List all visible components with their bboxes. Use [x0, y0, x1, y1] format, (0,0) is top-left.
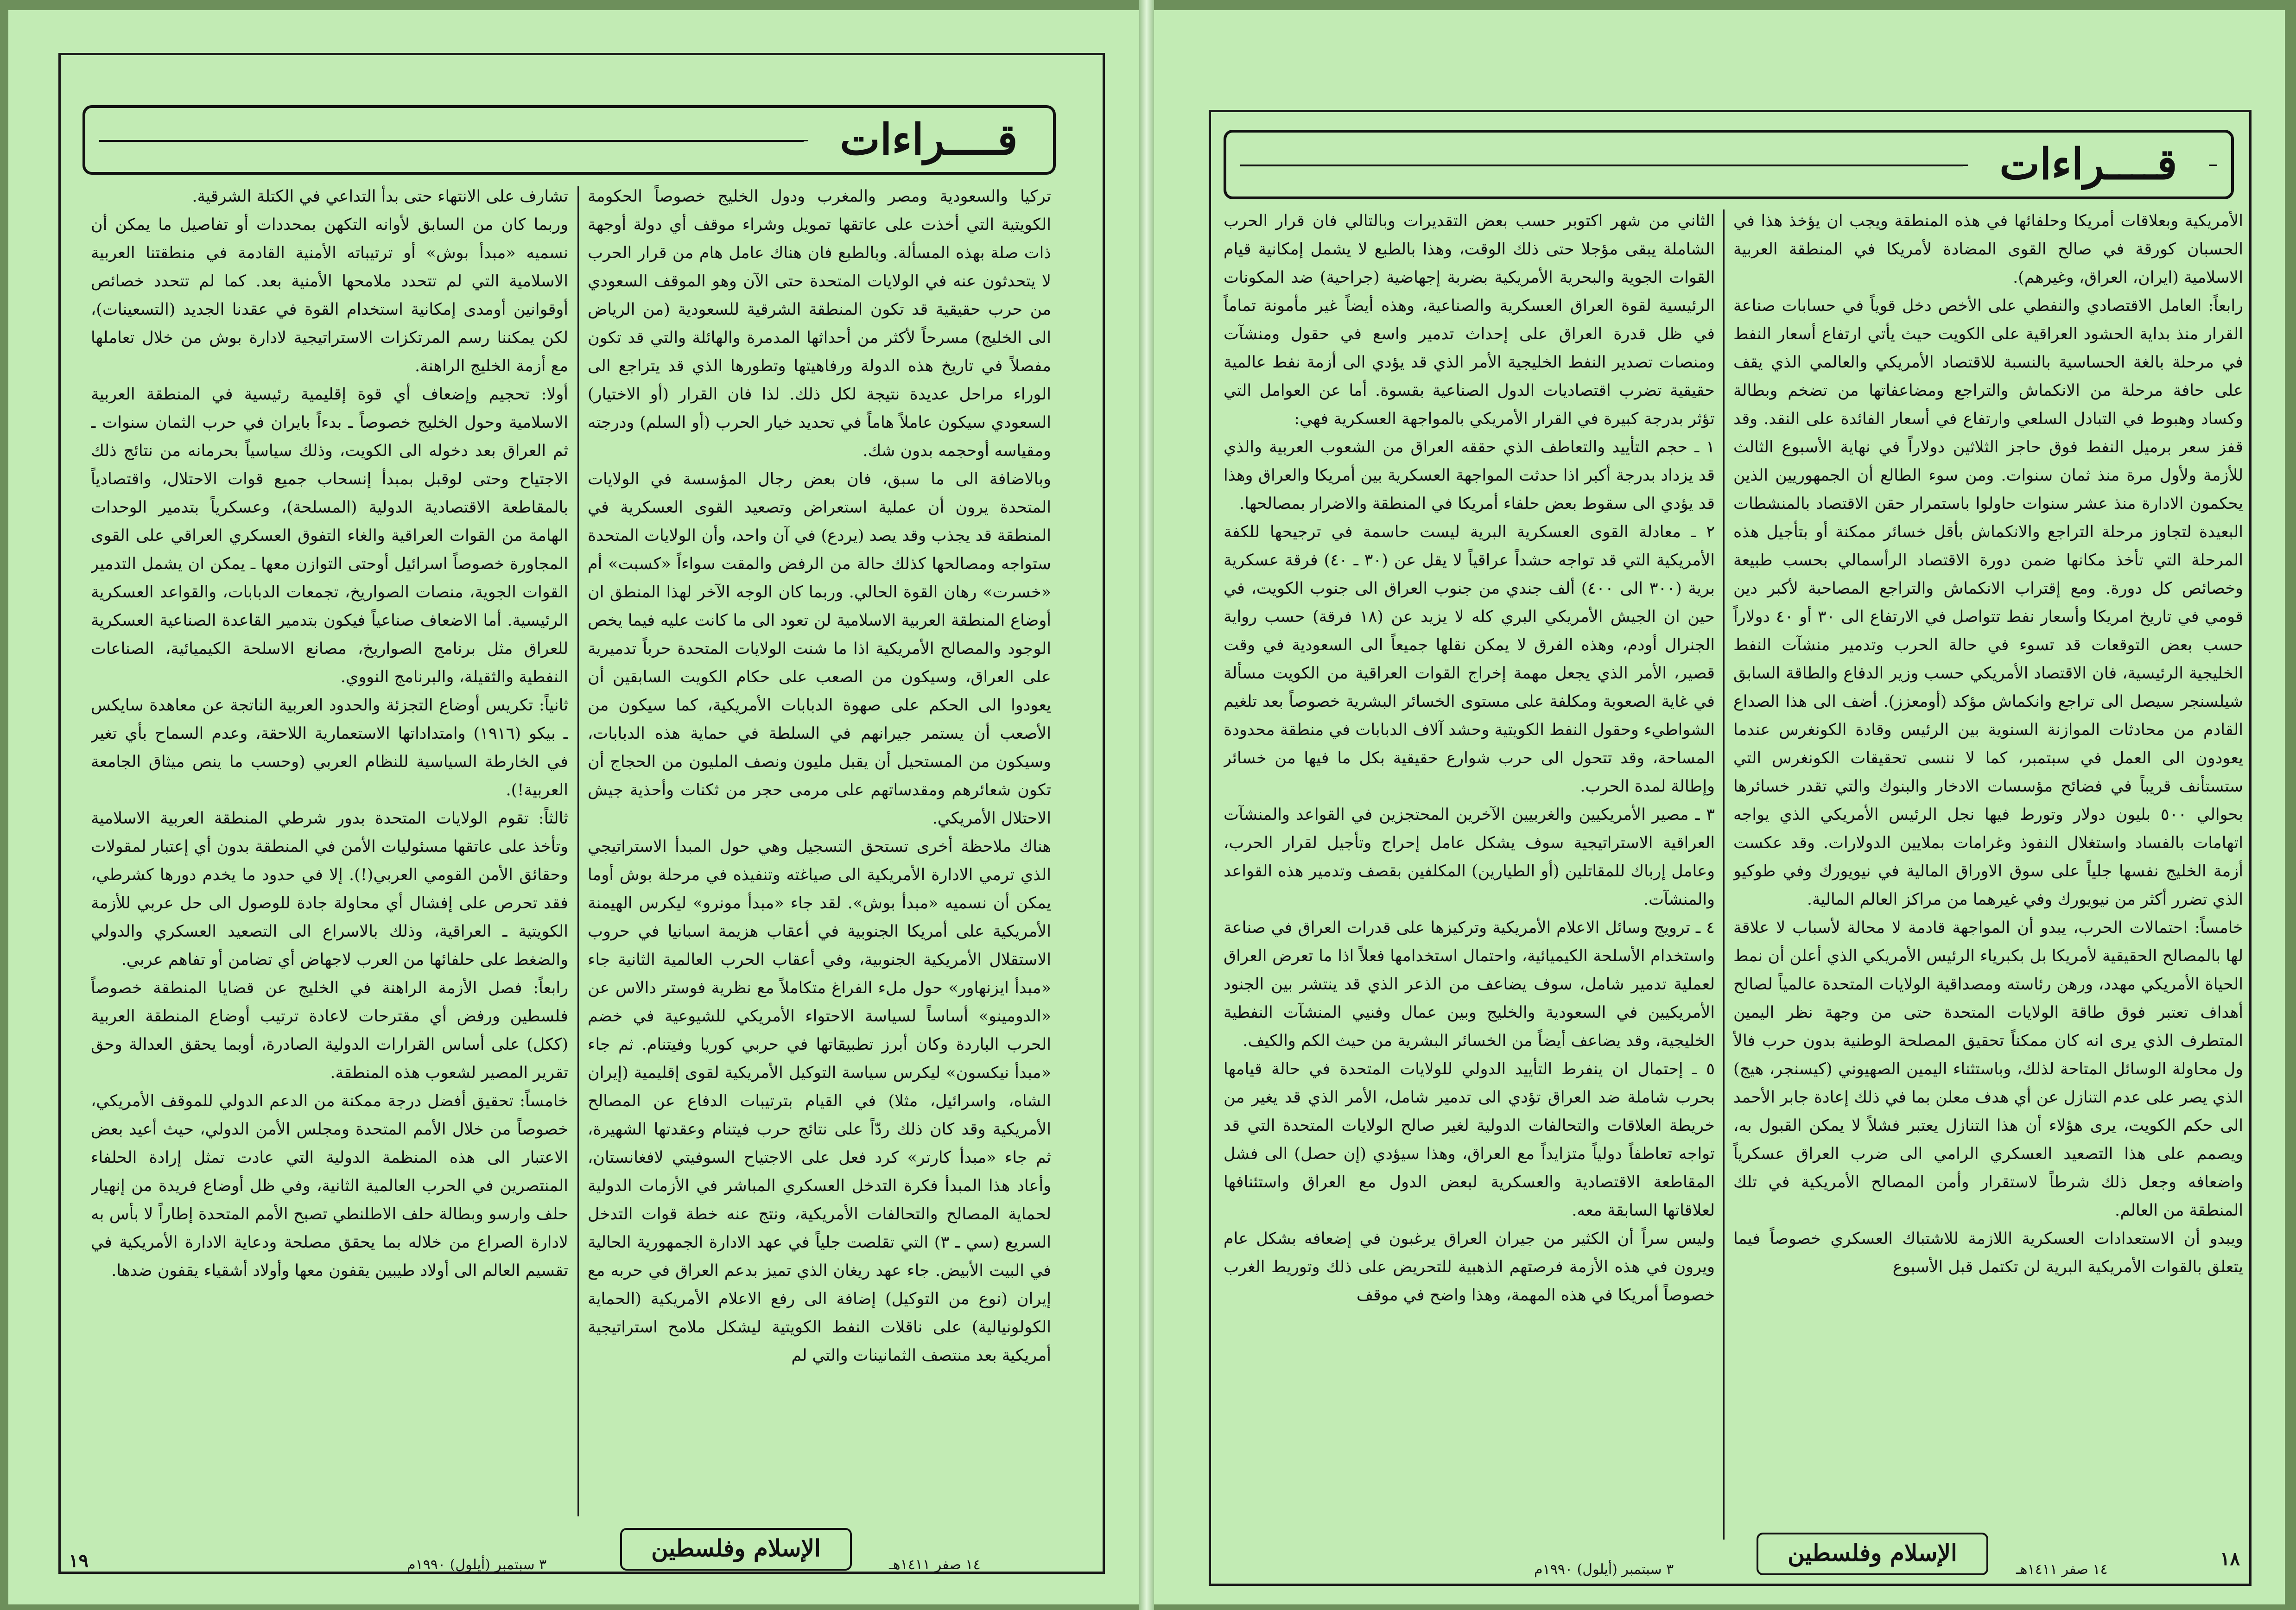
article-paragraph: خامساً: احتمالات الحرب، يبدو أن المواجهة قادمة لا محالة لأسباب لا علاقة لها بالمصالح الحقيقية لأمريكا بل بكبرياء الرئيس الأمريكي الذي أعلن أن نمط الحياة الأمريكي مهدد، ورهن رئاسته ومصداقية الولايات المتحدة عالمياً لصالح أهداف تعتبر فوق طاقة الولايات المتحدة حتى من وجهة نظر اليمين المتطرف الذي يرى انه كان ممكناً تحقيق المصلحة الوطنية بدون حرب فالأ ول محاولة الوسائل المتاحة لذلك، وباستثناء اليمين الصهيوني (كيسنجر، هيج) الذي يصر على عدم التنازل عن أي هدف معلن بما في ذلك إعادة جابر الأحمد الى حكم الكويت، يرى هؤلاء أن هذا التنازل يعتبر فشلاً لا يمكن القبول به، ويصمم على هذا التصعيد العسكري الرامي الى ضرب العراق عسكرياً واضعافه وجعل ذلك شرطاً لاستقرار وأمن المصالح الأمريكية في تلك المنطقة من العالم.	[1733, 919, 2243, 1220]
article-paragraph: أولا: تحجيم وإضعاف أي قوة إقليمية رئيسية في المنطقة العربية الاسلامية وحول الخليج خصوصاً ـ بدءاً بايران في حرب الثمان سنوات ـ ثم العراق بعد دخوله الى الكويت، وذلك سياسياً بحرمانه من نتائج ذلك الاجتياح وحتى لوقبل بمبدأ إنسحاب جميع قوات الاحتلال، واقتصادياً بالمقاطعة الاقتصادية الدولية (المسلحة)، وعسكرياً بتدمير الوحدات الهامة من القوات العراقية والغاء التفوق العسكري العراقي على القوى المجاورة خصوصاً اسرائيل أوحتى التوازن معها ـ يمكن ان يشمل التدمير القوات الجوية، منصات الصواريخ، تجمعات الدبابات، والقواعد العسكرية الرئيسية. أما الاضعاف صناعياً فيكون بتدمير القاعدة الصناعية العسكرية للعراق مثل برنامج الصواريخ، مصانع الاسلحة الكيميائية، الصناعات النفطية والثقيلة، والبرنامج النووي.	[91, 385, 568, 686]
article-paragraph: خامساً: تحقيق أفضل درجة ممكنة من الدعم الدولي للموقف الأمريكي، خصوصاً من خلال الأمم المتحدة ومجلس الأمن الدولي، حيث أعيد بعض الاعتبار الى هذه المنظمة الدولية التي عادت تمثل إرادة الحلفاء المنتصرين في الحرب العالمية الثانية، وفي ظل أوضاع فريدة من إنهيار حلف وارسو وبطالة حلف الاطلنطي تصبح الأمم المتحدة إطاراً لا بأس به لادارة الصراع من خلاله بما يحقق مصلحة ودعاية الادارة الأمريكية في تقسيم العالم الى أولاد طيبين يقفون معها وأولاد أشقياء يقفون ضدها.	[91, 1092, 568, 1280]
article-column-right	[588, 183, 1051, 1517]
section-header	[82, 105, 1056, 175]
book-spine	[1139, 0, 1154, 1610]
hijri-date: ١٤ صفر ١٤١١هـ	[2016, 1561, 2108, 1578]
magazine-name: الإسلام وفلسطين	[620, 1528, 852, 1571]
page-number: ١٩	[69, 1550, 89, 1572]
gregorian-date: ٣ سبتمبر (أيلول) ١٩٩٠م	[407, 1557, 547, 1573]
article-paragraph: وليس سراً أن الكثير من جيران العراق يرغبون في إضعافه بشكل عام ويرون في هذه الأزمة فرصتهم الذهبية للتحريض على ذلك وتوريط الغرب خصوصاً أمريكا في هذه المهمة، وهذا واضح في موقف	[1224, 1230, 1715, 1305]
article-paragraph: تشارف على الانتهاء حتى بدأ التداعي في الكتلة الشرقية.	[192, 187, 568, 206]
hijri-date: ١٤ صفر ١٤١١هـ	[889, 1557, 981, 1573]
section-title: قــــراءات	[808, 112, 1049, 167]
article-paragraph: رابعاً: فصل الأزمة الراهنة في الخليج عن قضايا المنطقة خصوصاً فلسطين ورفض أي مقترحات لاعادة ترتيب أوضاع المنطقة العربية (ككل) على أساس القرارات الدولية الصادرة، أوبما يحقق العدالة وحق تقرير المصير لشعوب هذه المنطقة.	[91, 979, 568, 1082]
article-paragraph: هناك ملاحظة أخرى تستحق التسجيل وهي حول المبدأ الاستراتيجي الذي ترمي الادارة الأمريكية الى صياغته وتنفيذه في مرحلة بوش أوما يمكن أن نسميه «مبدأ بوش». لقد جاء «مبدأ مونرو» ليكرس الهيمنة الأمريكية على أمريكا الجنوبية في أعقاب هزيمة اسبانيا في حروب الاستقلال الأمريكية الجنوبية، وفي أعقاب الحرب العالمية الثانية جاء «مبدأ ايزنهاور» حول ملء الفراغ متكاملاً مع نظرية فوستر دالاس عن «الدومينو» أساساً لسياسة الاحتواء الأمريكي للشيوعية في خضم الحرب الباردة وكان أبرز تطبيقاتها في حربي كوريا وفيتنام. ثم جاء «مبدأ نيكسون» ليكرس سياسة التوكيل الأمريكية لقوى إقليمية (إيران الشاه، واسرائيل، مثلا) في القيام بترتيبات الدفاع عن المصالح الأمريكية وقد كان ذلك ردّاً على نتائج حرب فيتنام وعقدتها الشهيرة، ثم جاء «مبدأ كارتر» كرد فعل على الاجتياح السوفيتي لافغانستان، وأعاد هذا المبدأ فكرة التدخل العسكري المباشر في الأزمات الدولية لحماية المصالح والتحالفات الأمريكية، ونتج عنه خطة قوات التدخل السريع (سي ـ ٣) التي تقلصت جلياً في عهد الادارة الجمهورية الحالية في البيت الأبيض. جاء عهد ريغان الذي تميز بدعم العراق في حربه مع إيران (نوع من التوكيل) إضافة الى رفع الاعلام الأمريكية (الحماية الكولونيالية) على ناقلات النفط الكويتية ليشكل ملامح استراتيجية أمريكية بعد منتصف الثمانينات والتي لم	[588, 837, 1051, 1365]
page-19	[8, 10, 1139, 1604]
column-divider	[1723, 209, 1725, 1540]
article-paragraph: ويبدو أن الاستعدادات العسكرية اللازمة للاشتباك العسكري خصوصاً فيما يتعلق بالقوات الأمريكية البرية لن تكتمل قبل الأسبوع	[1733, 1230, 2243, 1276]
header-rule	[1240, 165, 1963, 166]
page-number: ١٨	[2220, 1548, 2240, 1570]
article-paragraph: ثانياً: تكريس أوضاع التجزئة والحدود العربية الناتجة عن معاهدة سايكس ـ بيكو (١٩١٦) وامتداداتها الاستعمارية اللاحقة، وعدم السماح بأي تغير في الخارطة السياسية للنظام العربي (وحسب ما ينص ميثاق الجامعة العربية!).	[91, 696, 568, 799]
magazine-name: الإسلام وفلسطين	[1757, 1533, 1988, 1575]
article-paragraph: وبالاضافة الى ما سبق، فان بعض رجال المؤسسة في الولايات المتحدة يرون أن عملية استعراض وتصعيد القوى العسكرية في المنطقة قد يجذب وقد يصد (يردع) في آن واحد، وأن الولايات المتحدة ستواجه ومصالحها كذلك حالة من الرفض والمقت سواءاً «كسبت» أم «خسرت» رهان القوة الحالي. وربما كان الوجه الآخر لهذا المنطق ان أوضاع المنطقة العربية الاسلامية لن تعود الى ما كانت عليه فيما يخص الوجود والمصالح الأمريكية اذا ما شنت الولايات المتحدة حرباً تدميرية على العراق، وسيكون من الصعب على حكام الكويت السابقين أن يعودوا الى الحكم على صهوة الدبابات الأمريكية، كما سيكون من الأصعب أن يستمر جيرانهم في السلطة في حماية هذه الدبابات، وسيكون من المستحيل أن يقبل مليون ونصف المليون من الحجاج أن تكون شعائرهم ومقدساتهم على مرمى حجر من ثكنات وأحذية جيش الاحتلال الأمريكي.	[588, 470, 1051, 828]
article-paragraph: الأمريكية وبعلاقات أمريكا وحلفائها في هذه المنطقة ويجب ان يؤخذ هذا في الحسبان كورقة في صالح القوى المضادة لأمريكا في المنطقة العربية الاسلامية (ايران، العراق، وغيرهم).	[1733, 212, 2243, 287]
section-header	[1224, 130, 2234, 199]
article-column-left	[91, 183, 568, 1517]
header-rule	[99, 140, 804, 142]
article-paragraph: وربما كان من السابق لأوانه التكهن بمحددات أو تفاصيل ما يمكن أن نسميه «مبدأ بوش» أو ترتيباته الأمنية القادمة في منطقتنا العربية الاسلامية التي لم تتحدد ملامحها الأمنية بعد. كما لم تتحدد خصائص أوقوانين أومدى إمكانية استخدام القوة في عقدنا الجديد (التسعينات)، لكن يمكننا رسم المرتكزات الاستراتيجية لادارة بوش من خلال تعاملها مع أزمة الخليج الراهنة.	[91, 216, 568, 375]
article-paragraph: ثالثاً: تقوم الولايات المتحدة بدور شرطي المنطقة العربية الاسلامية وتأخذ على عاتقها مسئوليات الأمن في المنطقة بدون أي إعتبار لمقولات وحقائق الأمن القومي العربي(!). إلا في حدود ما يخدم دورها كشرطي، فقد تحرص على إفشال أي محاولة جادة للوصول الى حل عربي للأزمة الكويتية ـ العراقية، وذلك بالاسراع الى التصعيد العسكري والدولي والضغط على حلفائها من العرب لاجهاض أي تضامن أو تفاهم عربي.	[91, 809, 568, 969]
article-paragraph: تركيا والسعودية ومصر والمغرب ودول الخليج خصوصاً الحكومة الكويتية التي أخذت على عاتقها تمويل وشراء موقف أي دولة أوجهة ذات صلة بهذه المسألة. وبالطبع فان هناك عامل هام من قرار الحرب لا يتحدثون عنه في الولايات المتحدة حتى الآن وهو الموقف السعودي من حرب حقيقية قد تكون المنطقة الشرقية للسعودية (من الرياض الى الخليج) مسرحاً لأكثر من أحداثها المدمرة والهائلة والتي قد تكون مفصلاً في تاريخ هذه الدولة ورفاهيتها وتطورها الذي قد يتراجع الى الوراء مراحل عديدة نتيجة لكل ذلك. لذا فان القرار (أو الاختيار) السعودي سيكون عاملاً هاماً في تحديد خيار الحرب (أو السلم) ودرجته ومقياسه أوحجمه بدون شك.	[588, 187, 1051, 460]
article-column-right	[1733, 207, 2243, 1542]
gregorian-date: ٣ سبتمبر (أيلول) ١٩٩٠م	[1534, 1561, 1674, 1578]
article-paragraph: الثاني من شهر اكتوبر حسب بعض التقديرات وبالتالي فان قرار الحرب الشاملة يبقى مؤجلا حتى ذلك الوقت، وهذا بالطبع لا يشمل إمكانية قيام القوات الجوية والبحرية الأمريكية بضربة إجهاضية (جراحية) ضد المكونات الرئيسية لقوة العراق العسكرية والصناعية، وهذه أيضاً غير مأمونة تماماً في ظل قدرة العراق على إحداث تدمير واسع في حقول ومنشآت ومنصات تصدير النفط الخليجية الأمر الذي قد يؤدي الى أزمة نفط عالمية حقيقية تضرب اقتصاديات الدول الصناعية بقسوة. أما عن العوامل التي تؤثر بدرجة كبيرة في القرار الأمريكي بالمواجهة العسكرية فهي:	[1224, 212, 1715, 428]
article-column-left	[1224, 207, 1715, 1542]
section-title: قــــراءات	[1968, 136, 2209, 192]
page-18	[1154, 10, 2285, 1604]
article-paragraph: ٢ ـ معادلة القوى العسكرية البرية ليست حاسمة في ترجيحها للكفة الأمريكية التي قد تواجه حشداً عراقياً لا يقل عن (٣٠ ـ ٤٠) فرقة عسكرية برية (٣٠٠ الى ٤٠٠) ألف جندي من جنوب العراق الى جنوب الكويت، في حين ان الجيش الأمريكي البري كله لا يزيد عن (١٨ فرقة) حسب رواية الجنرال أودم، وهذه الفرق لا يمكن نقلها جميعاً الى السعودية في وقت قصير، الأمر الذي يجعل مهمة إخراج القوات العراقية من الكويت مسألة في غاية الصعوبة ومكلفة على مستوى الخسائر البشرية خصوصاً بعد تلغيم الشواطيء وحقول النفط الكويتية وحشد آلاف الدبابات في منطقة محدودة المساحة، وقد تتحول الى حرب شوارع حقيقية بكل ما فيها من خسائر وإطالة لمدة الحرب.	[1224, 523, 1715, 796]
article-paragraph: رابعاً: العامل الاقتصادي والنفطي على الأخص دخل قوياً في حسابات صناعة القرار منذ بداية الحشود العراقية على الكويت حيث يأتي ارتفاع أسعار النفط في مرحلة بالغة الحساسية بالنسبة للاقتصاد الأمريكي والعالمي الذي يقف على حافة مرحلة من الانكماش والتراجع ومضاعفاتها من تضخم وبطالة وكساد وهبوط في التبادل السلعي وارتفاع في أسعار الفائدة على النقد. وقد قفز سعر برميل النفط فوق حاجز الثلاثين دولاراً في نهاية الأسبوع الثالث للأزمة ولأول مرة منذ ثمان سنوات. ومن سوء الطالع أن الجمهوريين الذين يحكمون الادارة منذ عشر سنوات حاولوا باستمرار حقن الاقتصاد بالمنشطات البعيدة لتجاوز مرحلة التراجع والانكماش بأقل خسائر ممكنة أو بتأجيل هذه المرحلة التي تأخذ مكانها ضمن دورة الاقتصاد الرأسمالي بحسب طبيعة وخصائص كل دورة. ومع إقتراب الانكماش والتراجع المصاحبة لأكبر دين قومي في تاريخ امريكا وأسعار نفط تتواصل في الارتفاع الى ٣٠ أو ٤٠ دولاراً حسب بعض التوقعات قد تسوء في حالة الحرب وتدمير منشآت النفط الخليجية الرئيسية، فان الاقتصاد الأمريكي حسب وزير الدفاع والطاقة السابق شيلسنجر سيصل الى تراجع وانكماش مؤكد (أومعزز). أضف الى هذا الصداع القادم من محادثات الموازنة السنوية بين الرئيس وقادة الكونغرس عندما يعودون الى العمل في سبتمبر، كما لا ننسى تحقيقات الكونغرس التي ستستأنف قريباً في فضائح مؤسسات الادخار والبنوك والتي تقدر خسائرها بحوالي ٥٠٠ بليون دولار وتورط فيها نجل الرئيس الأمريكي الذي يواجه اتهامات بالفساد واستغلال النفوذ وغرامات بملايين الدولارات. وقد عكست أزمة الخليج نفسها جلياً على سوق الاوراق المالية في نيويورك وفي طوكيو الذي تضرر أكثر من نيويورك وفي غيرهما من مراكز العالم المالية.	[1733, 297, 2243, 909]
column-divider	[577, 186, 579, 1516]
article-paragraph: ٥ ـ إحتمال ان ينفرط التأييد الدولي للولايات المتحدة في حالة قيامها بحرب شاملة ضد العراق تؤدي الى تدمير شامل، الأمر الذي قد يغير من خريطة العلاقات والتحالفات الدولية لغير صالح الولايات المتحدة التي قد تواجه تعاطفاً دولياً متزايداً مع العراق، وهذا سيؤدي (إن حصل) الى فشل المقاطعة الاقتصادية والعسكرية لبعض الدول مع العراق واستئنافها لعلاقاتها السابقة معه.	[1224, 1060, 1715, 1220]
article-paragraph: ١ ـ حجم التأييد والتعاطف الذي حققه العراق من الشعوب العربية والذي قد يزداد بدرجة أكبر اذا حدثت المواجهة العسكرية بين أمريكا والعراق وهذا قد يؤدي الى سقوط بعض حلفاء أمريكا في المنطقة والاضرار بمصالحها.	[1224, 438, 1715, 513]
article-paragraph: ٤ ـ ترويج وسائل الاعلام الأمريكية وتركيزها على قدرات العراق في صناعة واستخدام الأسلحة الكيميائية، واحتمال استخدامها فعلاً اذا ما تعرض العراق لعملية تدمير شامل، سوف يضاعف من الذعر الذي قد ينتشر بين الجنود الأمريكيين في السعودية والخليج وبين عمال وفنيي المنشآت النفطية الخليجية، وقد يضاعف أيضاً من الخسائر البشرية من حيث الكم والكيف.	[1224, 919, 1715, 1050]
article-paragraph: ٣ ـ مصير الأمريكيين والغربيين الآخرين المحتجزين في القواعد والمنشآت العراقية الاستراتيجية سوف يشكل عامل إحراج وتأجيل لقرار الحرب، وعامل إرباك للمقاتلين (أو الطيارين) المكلفين بقصف وتدمير هذه القواعد والمنشآت.	[1224, 805, 1715, 909]
